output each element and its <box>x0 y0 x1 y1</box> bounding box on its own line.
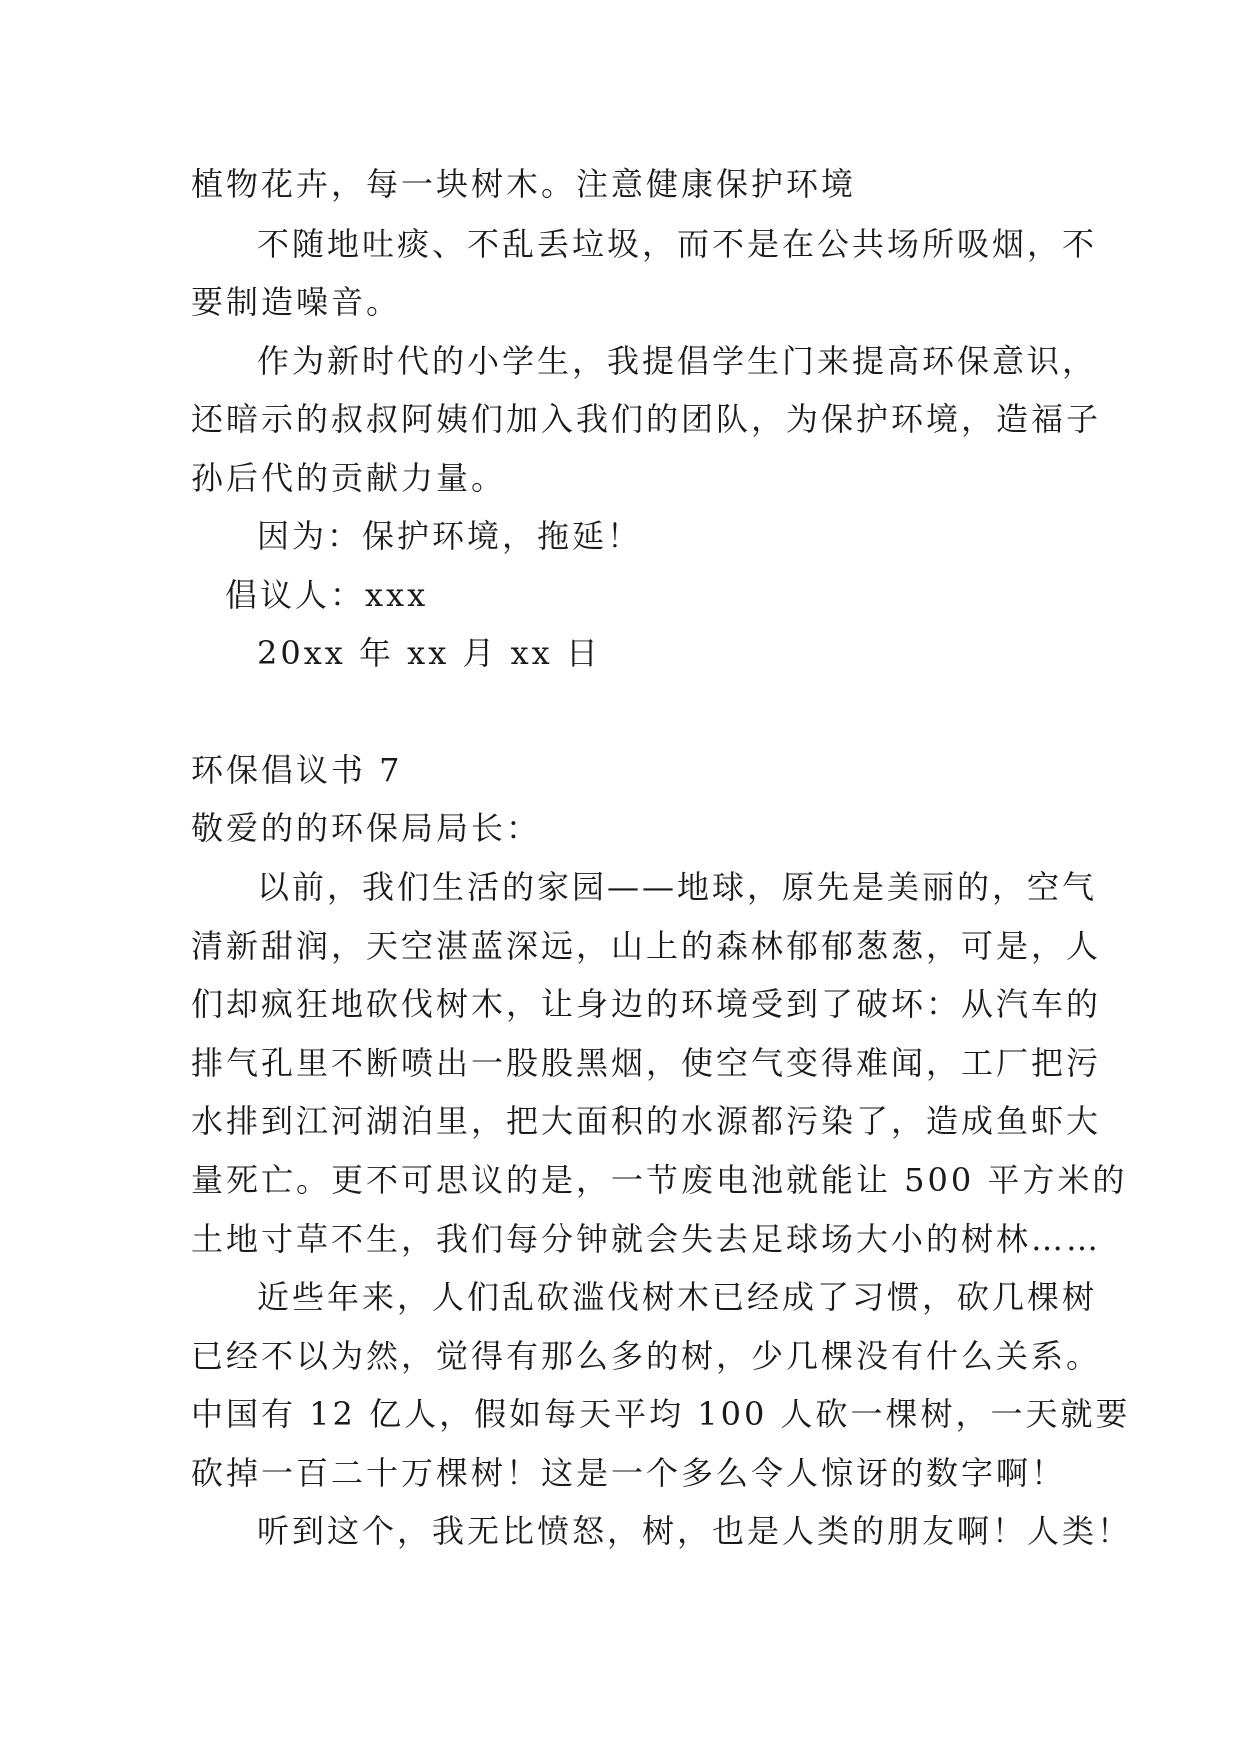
text-line: 还暗示的叔叔阿姨们加入我们的团队，为保护环境，造福子 <box>191 400 1102 438</box>
text-line: 砍掉一百二十万棵树！这是一个多么令人惊讶的数字啊！ <box>191 1454 1067 1492</box>
date-line: 20xx 年 xx 月 xx 日 <box>257 634 601 672</box>
text-line: 已经不以为然，觉得有那么多的树，少几棵没有什么关系。 <box>191 1337 1102 1375</box>
section-title: 环保倡议书 7 <box>191 751 403 789</box>
paragraph-line: 不随地吐痰、不乱丢垃圾，而不是在公共场所吸烟，不 <box>257 225 1098 263</box>
signatory-line: 倡议人：xxx <box>225 576 429 614</box>
text-line: 清新甜润，天空湛蓝深远，山上的森林郁郁葱葱，可是，人 <box>191 927 1102 965</box>
salutation: 敬爱的的环保局局长： <box>191 809 542 847</box>
text-line: 孙后代的贡献力量。 <box>191 459 507 497</box>
text-line: 土地寸草不生，我们每分钟就会失去足球场大小的树林…… <box>191 1220 1102 1258</box>
paragraph-line: 因为：保护环境，拖延！ <box>257 517 643 555</box>
text-line: 中国有 12 亿人，假如每天平均 100 人砍一棵树，一天就要 <box>191 1395 1131 1433</box>
text-line: 量死亡。更不可思议的是，一节废电池就能让 500 平方米的 <box>191 1161 1128 1199</box>
paragraph-line: 作为新时代的小学生，我提倡学生门来提高环保意识， <box>257 342 1098 380</box>
text-line: 植物花卉，每一块树木。注意健康保护环境 <box>191 165 857 203</box>
text-line: 们却疯狂地砍伐树木，让身边的环境受到了破坏：从汽车的 <box>191 985 1102 1023</box>
text-line: 排气孔里不断喷出一股股黑烟，使空气变得难闻，工厂把污 <box>191 1044 1102 1082</box>
text-line: 要制造噪音。 <box>191 283 402 321</box>
paragraph-line: 以前，我们生活的家园——地球，原先是美丽的，空气 <box>257 868 1098 906</box>
text-line: 水排到江河湖泊里，把大面积的水源都污染了，造成鱼虾大 <box>191 1102 1102 1140</box>
paragraph-line: 近些年来，人们乱砍滥伐树木已经成了习惯，砍几棵树 <box>257 1278 1098 1316</box>
paragraph-line: 听到这个，我无比愤怒，树，也是人类的朋友啊！人类！ <box>257 1512 1133 1550</box>
